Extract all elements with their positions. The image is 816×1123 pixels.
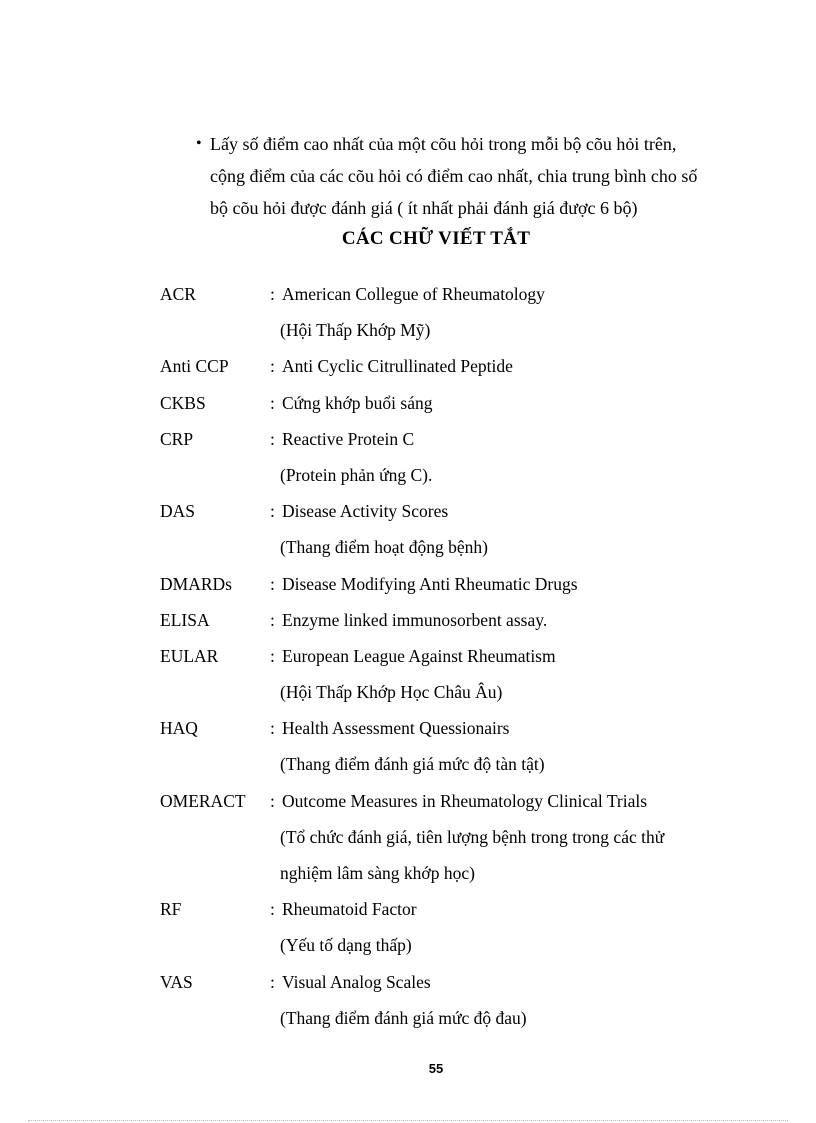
- abbreviation-note-row: [160, 927, 760, 963]
- abbreviation-term: DAS: [160, 501, 196, 522]
- abbreviation-term: HAQ: [160, 718, 198, 739]
- abbreviation-note: (Yếu tố dạng thấp): [280, 935, 412, 956]
- colon-separator: :: [270, 501, 275, 522]
- bullet-line: [196, 160, 756, 192]
- abbreviation-definition: American Collegue of Rheumatology: [282, 284, 545, 304]
- abbreviation-definition: Rheumatoid Factor: [282, 899, 417, 920]
- colon-separator: :: [270, 718, 275, 739]
- abbreviation-note: (Hội Thấp Khớp Mỹ): [280, 320, 431, 341]
- colon-separator: :: [270, 645, 275, 666]
- colon-separator: :: [270, 356, 275, 377]
- abbreviation-definition: Cứng khớp buổi sáng: [282, 392, 433, 413]
- bullet-text: cộng điểm của các cõu hỏi có điểm cao nhất, chia trung bình cho số: [210, 166, 698, 186]
- abbreviation-definition: Disease Activity Scores: [282, 501, 449, 522]
- colon-separator: :: [270, 899, 275, 920]
- abbreviation-note-row: [160, 529, 760, 565]
- section-title: CÁC CHỮ VIẾT TẮT: [341, 228, 531, 249]
- bullet-text: Lấy số điểm cao nhất của một cõu hỏi trong mỗi bộ cõu hỏi trên,: [210, 134, 677, 154]
- abbreviation-note-row: [160, 855, 760, 891]
- abbreviation-definition: Health Assessment Quessionairs: [282, 718, 510, 739]
- bullet-text: bộ cõu hỏi được đánh giá ( ít nhất phải đánh giá được 6 bộ): [210, 198, 638, 218]
- abbreviation-term: DMARDs: [160, 573, 232, 594]
- abbreviation-row: [160, 493, 760, 529]
- abbreviation-note-row: [160, 312, 760, 348]
- abbreviation-definition: Outcome Measures in Rheumatology Clinical Trials: [282, 790, 648, 811]
- abbreviation-definition: Visual Analog Scales: [282, 971, 431, 992]
- abbreviation-note: (Tổ chức đánh giá, tiên lượng bệnh trong trong các thử: [280, 826, 665, 847]
- abbreviation-term: Anti CCP: [160, 356, 229, 377]
- abbreviation-row: [160, 348, 760, 384]
- abbreviation-row: [160, 964, 760, 1000]
- colon-separator: :: [270, 971, 275, 992]
- abbreviation-term: ACR: [160, 284, 196, 304]
- colon-separator: :: [270, 284, 275, 304]
- abbreviation-definition: Enzyme linked immunosorbent assay.: [282, 609, 548, 630]
- abbreviation-term: RF: [160, 899, 182, 920]
- colon-separator: :: [270, 609, 275, 630]
- abbreviation-term: VAS: [160, 971, 193, 992]
- abbreviation-row: [160, 421, 760, 457]
- abbreviation-note-row: [160, 674, 760, 710]
- abbreviation-definition: European League Against Rheumatism: [282, 645, 556, 666]
- colon-separator: :: [270, 428, 275, 449]
- abbreviation-note: (Thang điểm đánh giá mức độ tàn tật): [280, 754, 545, 775]
- abbreviation-definition: Disease Modifying Anti Rheumatic Drugs: [282, 573, 578, 594]
- abbreviation-list: [160, 276, 760, 1036]
- footer-divider: [28, 1120, 788, 1121]
- abbreviation-row: [160, 783, 760, 819]
- abbreviation-row: [160, 566, 760, 602]
- abbreviation-note: nghiệm lâm sàng khớp học): [280, 863, 475, 883]
- abbreviation-note-row: [160, 746, 760, 782]
- intro-bullet: [196, 128, 756, 224]
- abbreviation-definition: Reactive Protein C: [282, 428, 415, 449]
- page-number: 55: [428, 1061, 444, 1076]
- abbreviation-note-row: [160, 819, 760, 855]
- abbreviation-definition: Anti Cyclic Citrullinated Peptide: [282, 356, 513, 377]
- bullet-line: [196, 192, 756, 224]
- abbreviation-row: [160, 710, 760, 746]
- abbreviation-row: [160, 638, 760, 674]
- abbreviation-term: OMERACT: [160, 790, 246, 811]
- abbreviation-term: CKBS: [160, 392, 206, 413]
- colon-separator: :: [270, 790, 275, 811]
- colon-separator: :: [270, 573, 275, 594]
- abbreviation-term: EULAR: [160, 645, 219, 666]
- abbreviation-note: (Thang điểm đánh giá mức độ đau): [280, 1007, 527, 1028]
- colon-separator: :: [270, 392, 275, 413]
- abbreviation-row: [160, 276, 760, 312]
- abbreviation-row: [160, 891, 760, 927]
- bullet-line: [196, 128, 756, 160]
- abbreviation-note: (Protein phản ứng C).: [280, 464, 433, 485]
- abbreviation-note-row: [160, 1000, 760, 1036]
- abbreviation-note-row: [160, 457, 760, 493]
- bullet-icon: •: [196, 135, 202, 152]
- abbreviation-note: (Thang điểm hoạt động bệnh): [280, 537, 489, 558]
- abbreviation-note: (Hội Thấp Khớp Học Châu Âu): [280, 682, 503, 703]
- abbreviation-row: [160, 602, 760, 638]
- abbreviation-term: ELISA: [160, 609, 210, 630]
- abbreviation-term: CRP: [160, 428, 194, 449]
- abbreviation-row: [160, 385, 760, 421]
